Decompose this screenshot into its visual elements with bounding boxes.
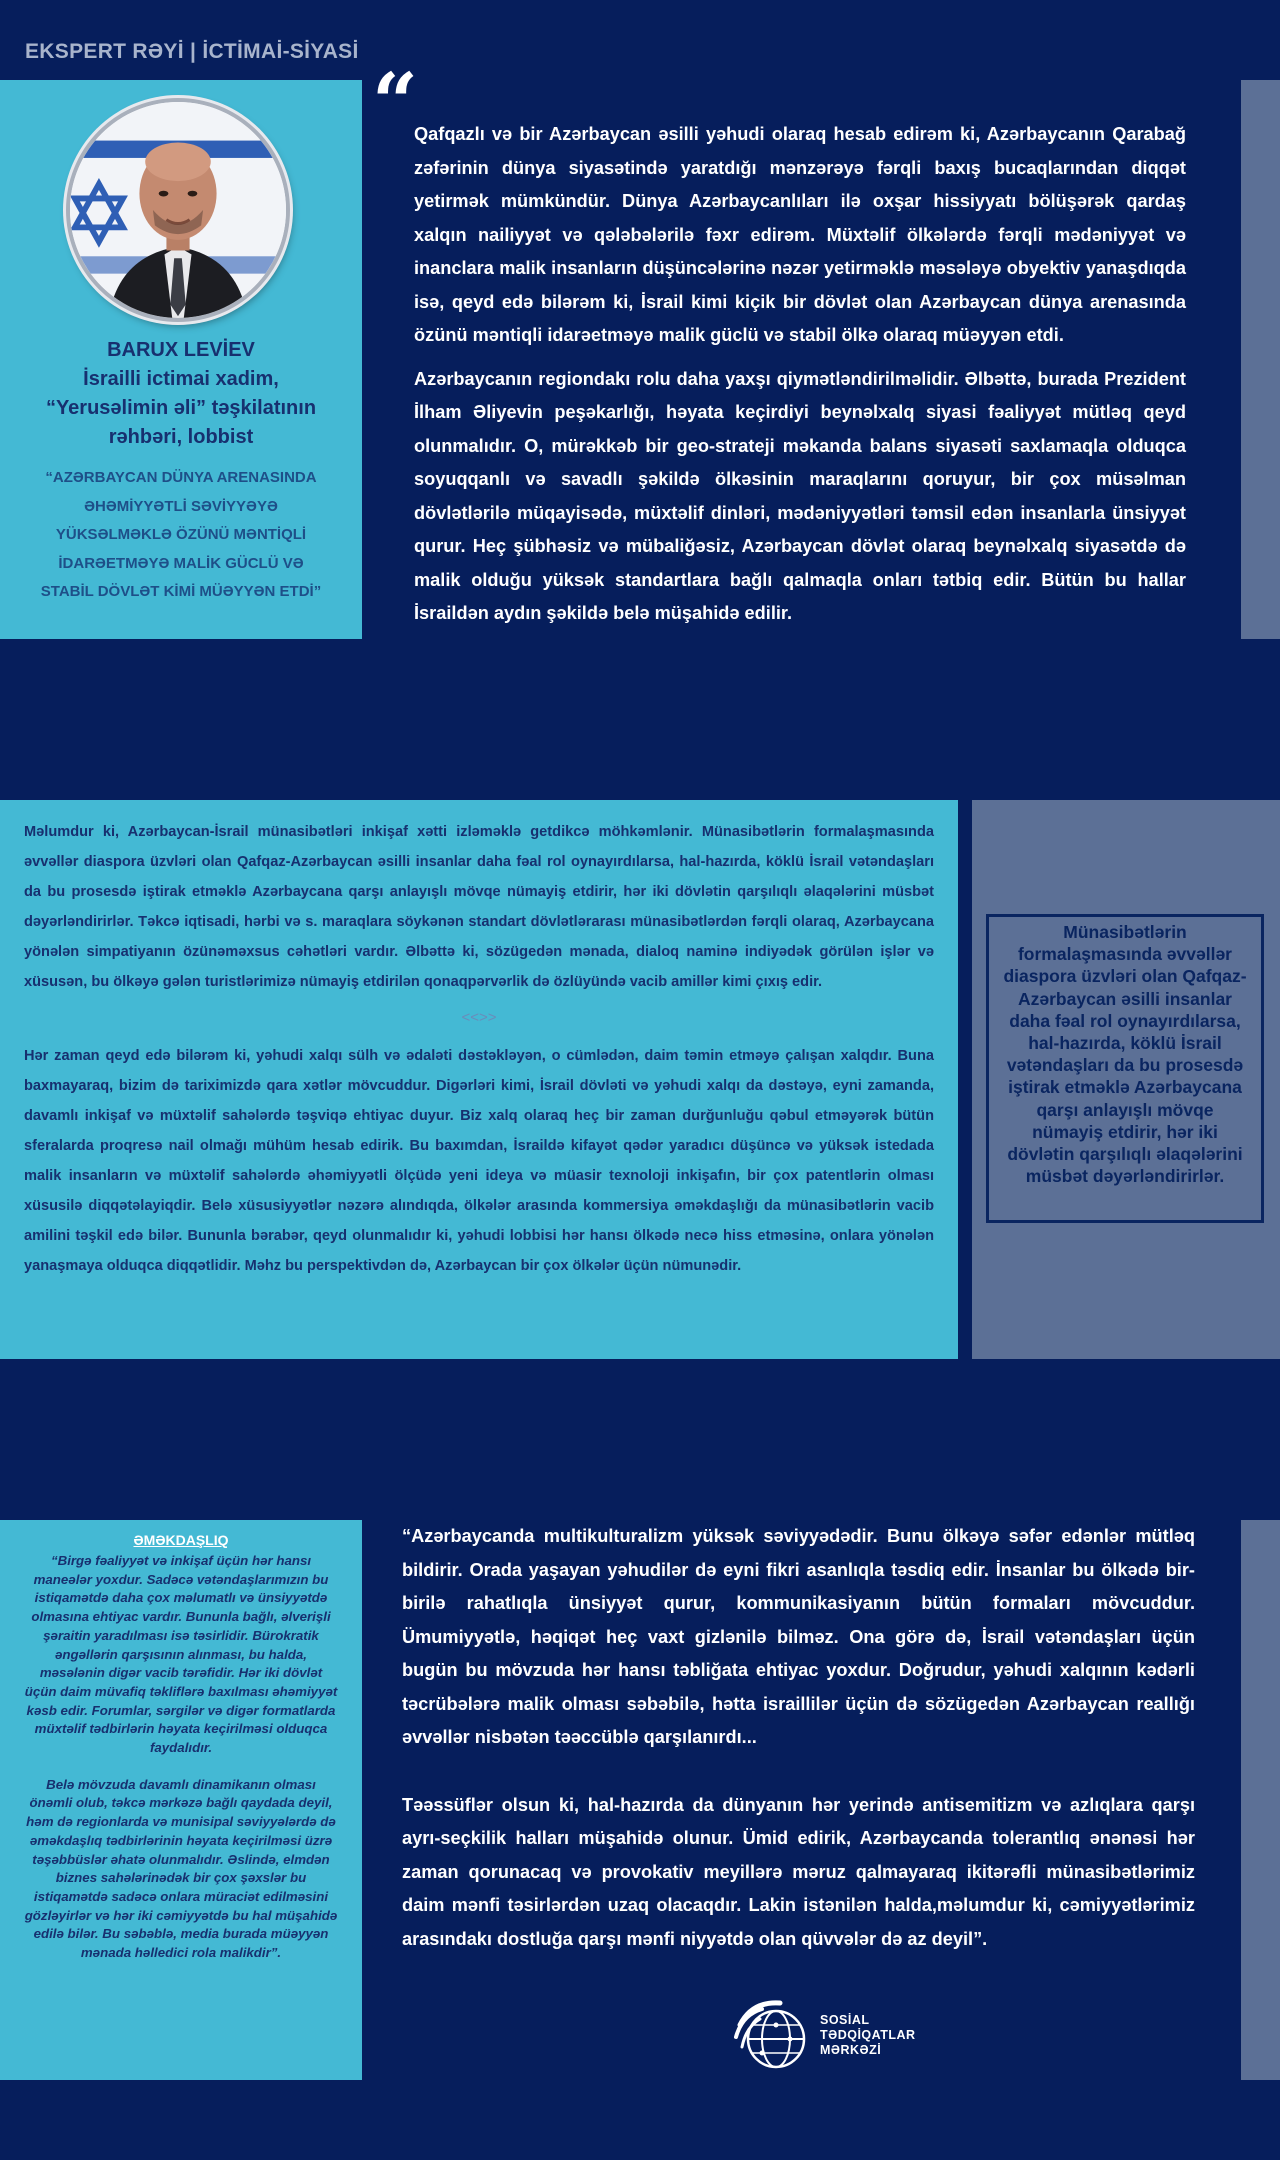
- section-divider: <<>>: [461, 1009, 497, 1026]
- pull-quote-line: İDARƏETMƏYƏ MALİK GÜCLÜ VƏ: [58, 554, 304, 572]
- cooperation-panel: [0, 1520, 362, 2080]
- cooperation-text: [0, 1552, 362, 1963]
- middle-paragraph: Məlumdur ki, Azərbaycan-İsrail münasibətləri inkişaf xətti izləməklə getdikcə möhkəmlənir. Münasibətlərin formalaşmasında əvvəllər diaspora üzvləri olan Qafqaz-Azərbaycan əsilli insanlar daha fəal rol oynayırdılarsa, hal-hazırda, köklü İsrail vətəndaşları da bu prosesdə iştirak etməklə Azərbaycana qarşı anlayışlı mövqe nümayiş etdirir, hər iki dövlətin qarşılıqlı əlaqələrini müsbət dəyərləndirirlər. Təkcə iqtisadi, hərbi və s. maraqlara söykənən standart dövlətlərarası münasibətlərdən fərqli olaraq, Azərbaycana yönələn simpatiyanın özünəməxsus cəhətləri vardır. Əlbəttə ki, sözügedən mənada, dialoq naminə indiyədək görülən işlər və xüsusən, bu ölkəyə gələn turistlərimizə nümayiş etdirilən qonaqpərvərlik də özlüyündə vacib amillər kimi çıxış edir.: [24, 824, 934, 990]
- profile-title-line: rəhbəri, lobbist: [108, 426, 254, 448]
- cooperation-paragraph: “Birgə fəaliyyət və inkişaf üçün hər hansı maneələr yoxdur. Sadəcə vətəndaşlarımızın bu istiqamətdə daha çox məlumatlı və ünsiyyətdə olmasına ehtiyac vardır. Bununla bağlı, əlverişli şəraitin yaradılması isə təsirlidir. Bürokratik əngəllərin qarşısının alınması, bu halda, məsələnin digər vacib tərəfidir. Hər iki dövlət üçün daim müvafiq təkliflərə baxılması əhəmiyyət kəsb edir. Forumlar, sərgilər və digər formatlarda müxtəlif tədbirlərin həyata keçirilməsi olduqca faydalıdır.: [24, 1553, 338, 1756]
- logo-text-line: MƏRKƏZİ: [820, 2042, 882, 2057]
- logo-text-line: TƏDQİQATLAR: [820, 2027, 916, 2042]
- right-accent-bar: [1241, 1520, 1280, 2080]
- profile-name-line: BARUX LEVİEV: [107, 339, 255, 361]
- main-article-text: [414, 118, 1186, 631]
- middle-article-block: [0, 800, 958, 1359]
- bottom-article-text: [402, 1520, 1195, 1956]
- cooperation-paragraph: Belə mövzuda davamlı dinamikanın olması önəmli olub, təkcə mərkəzə bağlı qaydada deyil, həm də regionlarda və munisipal səviyyələrdə də əməkdaşlıq tədbirlərinin həyata keçirilməsi üzrə təşəbbüslər əhatə olunmalıdır. Əslində, elmdən biznes sahələrinədək bir çox şəxslər bu istiqamətdə sadəcə onlara müraciət edilməsini gözləyirlər və hər iki cəmiyyətdə bu hal müşahidə edilə bilər. Bu səbəblə, media burada müəyyən mənada həlledici rola malikdir”.: [24, 1776, 338, 1961]
- profile-pull-quote: [16, 464, 346, 607]
- profile-card: [0, 80, 362, 639]
- bottom-paragraph: Təəssüflər olsun ki, hal-hazırda da dünyanın hər yerində antisemitizm və azlıqlara qarşı ayrı-seçkilik halları müşahidə olunur. Ümid edirik, Azərbaycanda tolerantlıq ənənəsi hər zaman qorunacaq və provokativ meyillərə məruz qalmayaraq ikitərəfli münasibətlərimiz daim mənfi təsirlərdən uzaq olacaqdır. Lakin istənilən halda,məlumdur ki, cəmiyyətlərimiz arasındakı dostluğa qarşı mənfi niyyətdə olan qüvvələr də az deyil”.: [402, 1794, 1195, 1949]
- pull-quote-line: YÜKSƏLMƏKLƏ ÖZÜNÜ MƏNTİQLİ: [55, 526, 307, 543]
- organization-logo: [732, 1995, 916, 2075]
- pull-quote-line: “AZƏRBAYCAN DÜNYA ARENASINDA: [45, 469, 317, 486]
- profile-title-line: “Yerusəlimin əli” təşkilatının: [45, 397, 317, 419]
- profile-title-line: İsrailli ictimai xadim,: [83, 368, 279, 390]
- logo-text: [820, 2013, 916, 2058]
- side-quote-box: Münasibətlərin formalaşmasında əvvəllər diaspora üzvləri olan Qafqaz-Azərbaycan əsilli insanlar daha fəal rol oynayırdılarsa, hal-hazırda, köklü İsrail vətəndaşları da bu prosesdə iştirak etməklə Azərbaycana qarşı anlayışlı mövqe nümayiş etdirir, hər iki dövlətin qarşılıqlı əlaqələrini müsbət dəyərləndirirlər.: [986, 914, 1264, 1223]
- pull-quote-line: STABİL DÖVLƏT KİMİ MÜƏYYƏN ETDİ”: [40, 583, 322, 600]
- side-quote-panel: [972, 800, 1280, 1359]
- logo-text-line: SOSİAL: [820, 2012, 870, 2027]
- main-paragraph: Azərbaycanın regiondakı rolu daha yaxşı qiymətləndirilməlidir. Əlbəttə, burada Prezident İlham Əliyevin peşəkarlığı, həyata keçirdiyi beynəlxalq siyasi fəaliyyət mütləq qeyd olunmalıdır. O, mürəkkəb bir geo-strateji məkanda balans siyasəti saxlamaqla olduqca soyuqqanlı və savadlı şəkildə ölkəsinin maraqlarını qoruyur, bir çox müsəlman dövlətlərilə müqayisədə, müxtəlif dinləri, mədəniyyətləri təmsil edən insanlarla ünsiyyət qurur. Heç şübhəsiz və mübaliğəsiz, Azərbaycan dövlət olaraq beynəlxalq siyasətdə də malik olduğu yüksək standartlara bağlı qalmaqla onları tətbiq edir. Bütün bu hallar İsraildən aydın şəkildə belə müşahidə edilir.: [414, 368, 1186, 623]
- main-paragraph: Qafqazlı və bir Azərbaycan əsilli yəhudi olaraq hesab edirəm ki, Azərbaycanın Qarabağ zəfərinin dünya siyasətində yaratdığı mənzərəyə fərqli baxış bucaqlarından diqqət yetirmək mümkündür. Dünya Azərbaycanlıları ilə oxşar hissiyyatı bölüşərək qardaş xalqın nailiyyət və qələbələrilə fəxr edirəm. Müxtəlif ölkələrdə fərqli mədəniyyət və inanclara malik insanların düşüncələrinə nəzər yetirməklə məsələyə obyektiv yanaşdıqda isə, qeyd edə bilərəm ki, İsrail kimi kiçik bir dövlət olan Azərbaycan dünya arenasında özünü məntiqli idarəetməyə malik güclü və stabil ölkə olaraq müəyyən etdi.: [414, 124, 1186, 345]
- portrait-image: [70, 102, 286, 318]
- cooperation-title: ƏMƏKDAŞLIQ: [133, 1532, 229, 1548]
- avatar: [66, 98, 290, 322]
- profile-name: [0, 336, 362, 452]
- globe-logo-icon: [732, 1995, 812, 2075]
- quote-mark-icon: “: [372, 55, 419, 149]
- bottom-paragraph: “Azərbaycanda multikulturalizm yüksək səviyyədədir. Bunu ölkəyə səfər edənlər mütləq bildirir. Orada yaşayan yəhudilər də eyni fikri asanlıqla təsdiq edir. İnsanlar bu ölkədə bir-birilə rahatlıqla ünsiyyət qurur, kommunikasiyanın bütün formaları mövcuddur. Ümumiyyətlə, həqiqət heç vaxt gizlənilə bilməz. Ona görə də, İsrail vətəndaşları üçün bugün bu mövzuda hər hansı təbliğata ehtiyac yoxdur. Doğrudur, yəhudi xalqının kədərli təcrübələrə malik olması səbəbilə, hətta israillilər üçün də sözügedən Azərbaycan reallığı əvvəllər nisbətən təəccüblə qarşılanırdı...: [402, 1526, 1195, 1747]
- pull-quote-line: ƏHƏMİYYƏTLİ SƏVİYYƏYƏ: [84, 497, 278, 515]
- right-accent-bar: [1241, 80, 1280, 639]
- section-header: EKSPERT RƏYİ | İCTİMAİ-SİYASİ: [25, 40, 359, 63]
- middle-paragraph: Hər zaman qeyd edə bilərəm ki, yəhudi xalqı sülh və ədaləti dəstəkləyən, o cümlədən, daim təmin etməyə çalışan xalqdır. Buna baxmayaraq, bizim də tariximizdə qara xətlər mövcuddur. Digərləri kimi, İsrail dövləti və yəhudi xalqı da dəstəyə, eyni zamanda, davamlı inkişaf və müxtəlif sahələrdə təşviqə ehtiyac duyur. Biz xalq olaraq heç bir zaman durğunluğu qəbul etməyərək bütün sferalarda proqresə nail olmağı mühüm hesab edirik. Bu baxımdan, İsraildə kifayət qədər yaradıcı düşüncə və yüksək istedada malik insanların və müxtəlif sahələrdə əhəmiyyətli ölçüdə yeni ideya və müasir texnoloji inkişafın, bir çox patentlərin olması xüsusilə diqqətəlayiqdir. Belə xüsusiyyətlər nəzərə alındıqda, ölkələr arasında kommersiya əməkdaşlığı da münasibətlərin vacib amilini təşkil edə bilər. Bununla bərabər, qeyd olunmalıdır ki, yəhudi lobbisi hər hansı ölkədə necə hiss etməsinə, onlara yönələn yanaşmaya olduqca diqqətlidir. Məhz bu perspektivdən də, Azərbaycan bir çox ölkələr üçün nümunədir.: [24, 1048, 934, 1274]
